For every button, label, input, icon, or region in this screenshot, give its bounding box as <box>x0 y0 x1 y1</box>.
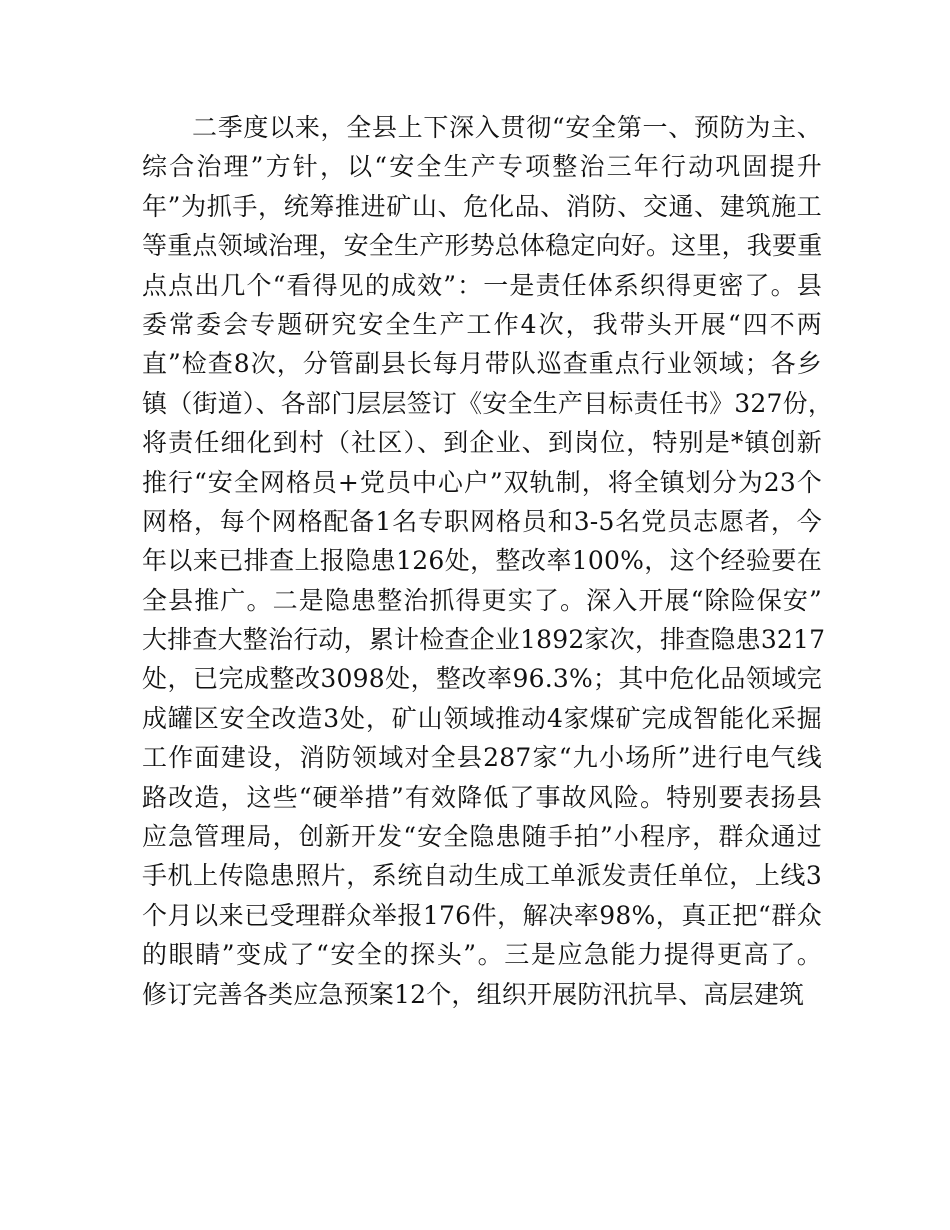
paragraph-line: 年”为抓手，统筹推进矿山、危化品、消防、交通、建筑施工 <box>142 191 822 221</box>
paragraph-line: 网格，每个网格配备1名专职网格员和3-5名党员志愿者，今 <box>142 506 822 536</box>
paragraph-line: 镇（街道）、各部门层层签订《安全生产目标责任书》327份， <box>142 388 834 418</box>
paragraph-line: 个月以来已受理群众举报176件，解决率98%，真正把“群众 <box>142 900 822 930</box>
paragraph-line: 点点出几个“看得见的成效”：一是责任体系织得更密了。县 <box>142 270 822 300</box>
paragraph-line: 年以来已排查上报隐患126处，整改率100%，这个经验要在 <box>142 546 822 576</box>
paragraph-line: 直”检查8次，分管副县长每月带队巡查重点行业领域；各乡 <box>142 349 822 379</box>
paragraph-line: 成罐区安全改造3处，矿山领域推动4家煤矿完成智能化采掘 <box>142 703 822 733</box>
paragraph-line: 等重点领域治理，安全生产形势总体稳定向好。这里，我要重 <box>142 231 823 261</box>
paragraph-line: 将责任细化到村（社区）、到企业、到岗位，特别是*镇创新 <box>142 428 822 458</box>
paragraph-line: 大排查大整治行动，累计检查企业1892家次，排查隐患3217 <box>142 625 826 655</box>
paragraph-line: 委常委会专题研究安全生产工作4次，我带头开展“四不两 <box>142 309 822 339</box>
paragraph-line: 全县推广。二是隐患整治抓得更实了。深入开展“除险保安” <box>142 585 822 615</box>
paragraph-line: 应急管理局，创新开发“安全隐患随手拍”小程序，群众通过 <box>142 822 822 852</box>
paragraph-line: 综合治理”方针，以“安全生产专项整治三年行动巩固提升 <box>142 152 822 182</box>
paragraph-line: 推行“安全网格员+党员中心户”双轨制，将全镇划分为23个 <box>142 467 822 497</box>
paragraph-line: 二季度以来，全县上下深入贯彻“安全第一、预防为主、 <box>192 113 822 142</box>
paragraph-line: 路改造，这些“硬举措”有效降低了事故风险。特别要表扬县 <box>142 782 822 812</box>
paragraph-line: 的眼睛”变成了“安全的探头”。三是应急能力提得更高了。 <box>142 940 822 970</box>
paragraph-line: 修订完善各类应急预案12个，组织开展防汛抗旱、高层建筑 <box>142 979 805 1009</box>
paragraph-line: 工作面建设，消防领域对全县287家“九小场所”进行电气线 <box>142 743 822 773</box>
paragraph-line: 手机上传隐患照片，系统自动生成工单派发责任单位，上线3 <box>142 861 822 891</box>
paragraph-line: 处，已完成整改3098处，整改率96.3%；其中危化品领域完 <box>142 664 822 694</box>
body-paragraph <box>142 108 834 1014</box>
